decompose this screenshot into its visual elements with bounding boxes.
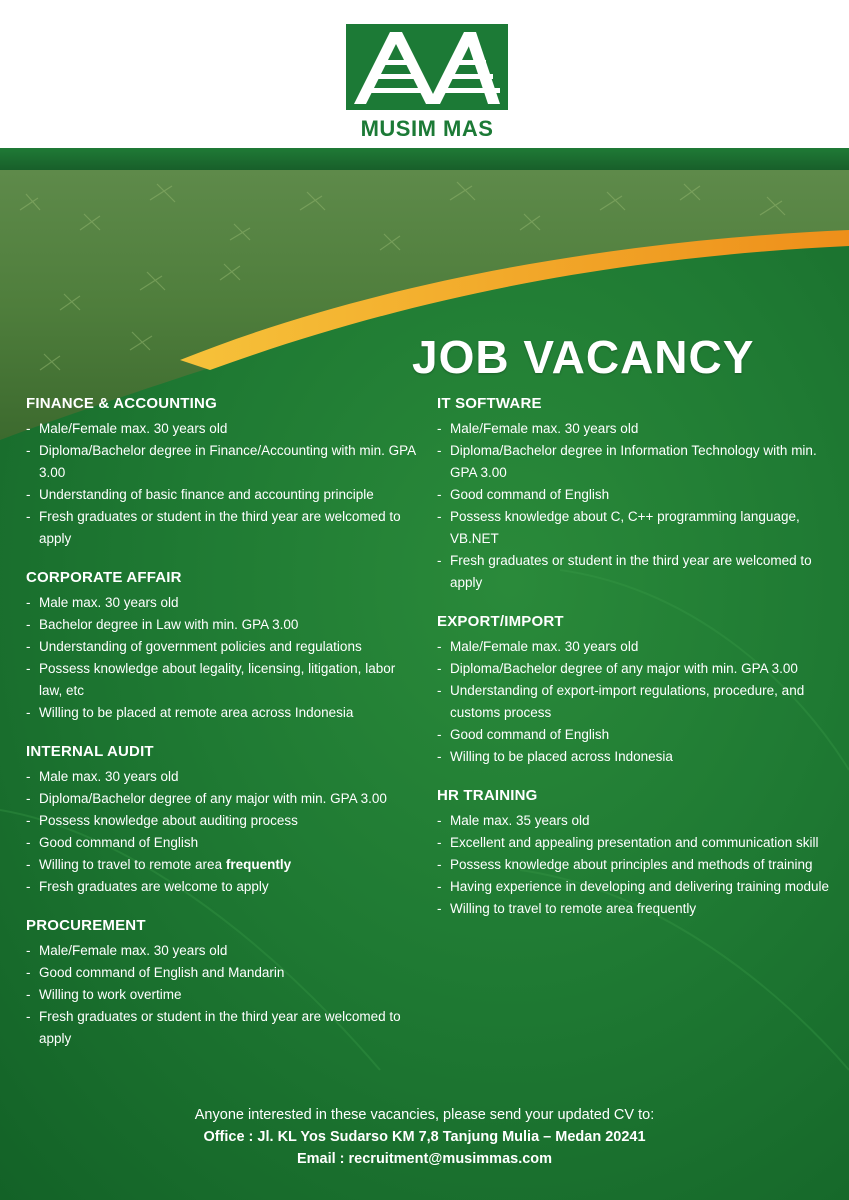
list-item: - Possess knowledge about legality, licensing, litigation, labor law, etc — [26, 658, 416, 702]
list-item: - Possess knowledge about auditing process — [26, 810, 416, 832]
list-item: - Male/Female max. 30 years old — [437, 418, 832, 440]
left-column — [26, 394, 416, 1068]
list-item: - Fresh graduates or student in the third year are welcomed to apply — [437, 550, 832, 594]
list-item: - Good command of English — [26, 832, 416, 854]
list-item: - Good command of English — [437, 484, 832, 506]
list-item: - Male max. 35 years old — [437, 810, 832, 832]
list-item: - Willing to travel to remote area frequently — [437, 898, 832, 920]
list-item: - Male/Female max. 30 years old — [26, 418, 416, 440]
section-it-software — [437, 394, 832, 594]
list-item: - Good command of English — [437, 724, 832, 746]
list-item — [26, 854, 416, 876]
list-item: - Diploma/Bachelor degree in Finance/Accounting with min. GPA 3.00 — [26, 440, 416, 484]
page-title: JOB VACANCY — [412, 331, 755, 383]
list-item: - Diploma/Bachelor degree of any major with min. GPA 3.00 — [26, 788, 416, 810]
section-export-import — [437, 612, 832, 768]
list-item: - Willing to work overtime — [26, 984, 416, 1006]
header-divider — [0, 148, 849, 170]
musim-mas-logo-icon — [346, 24, 508, 110]
list-item: - Having experience in developing and delivering training module — [437, 876, 832, 898]
list-item: - Understanding of basic finance and accounting principle — [26, 484, 416, 506]
emphasis-text: frequently — [225, 857, 292, 872]
list-item: - Male max. 30 years old — [26, 592, 416, 614]
list-item: - Understanding of export-import regulations, procedure, and customs process — [437, 680, 832, 724]
section-heading: CORPORATE AFFAIR — [26, 569, 182, 586]
section-internal-audit — [26, 742, 416, 898]
list-item: - Fresh graduates are welcome to apply — [26, 876, 416, 898]
list-item: - Possess knowledge about C, C++ programming language, VB.NET — [437, 506, 832, 550]
list-item: - Understanding of government policies and regulations — [26, 636, 416, 658]
footer-office-address: Office : Jl. KL Yos Sudarso KM 7,8 Tanjung Mulia – Medan 20241 — [203, 1129, 646, 1145]
right-column — [437, 394, 832, 938]
section-procurement — [26, 916, 416, 1050]
list-item: - Diploma/Bachelor degree of any major with min. GPA 3.00 — [437, 658, 832, 680]
section-corporate-affair — [26, 568, 416, 724]
section-heading: INTERNAL AUDIT — [26, 743, 154, 760]
footer-intro: Anyone interested in these vacancies, please send your updated CV to: — [194, 1107, 655, 1123]
header — [0, 0, 849, 150]
section-heading: IT SOFTWARE — [437, 395, 542, 412]
list-item: - Willing to be placed across Indonesia — [437, 746, 832, 768]
list-item: - Male max. 30 years old — [26, 766, 416, 788]
section-heading: FINANCE & ACCOUNTING — [26, 395, 217, 412]
list-item: - Bachelor degree in Law with min. GPA 3.00 — [26, 614, 416, 636]
list-item: - Possess knowledge about principles and methods of training — [437, 854, 832, 876]
list-item: - Good command of English and Mandarin — [26, 962, 416, 984]
section-heading: HR TRAINING — [437, 787, 538, 804]
section-finance-accounting — [26, 394, 416, 550]
section-heading: PROCUREMENT — [26, 917, 146, 934]
list-item: - Fresh graduates or student in the third year are welcomed to apply — [26, 1006, 416, 1050]
list-item: - Willing to be placed at remote area across Indonesia — [26, 702, 416, 724]
brand-name: MUSIM MAS — [360, 116, 494, 141]
section-hr-training — [437, 786, 832, 920]
list-item: - Fresh graduates or student in the third year are welcomed to apply — [26, 506, 416, 550]
list-item: - Male/Female max. 30 years old — [437, 636, 832, 658]
list-item: - Male/Female max. 30 years old — [26, 940, 416, 962]
list-item: - Diploma/Bachelor degree in Information Technology with min. GPA 3.00 — [437, 440, 832, 484]
section-heading: EXPORT/IMPORT — [437, 613, 564, 630]
footer-email[interactable]: Email : recruitment@musimmas.com — [296, 1151, 553, 1167]
list-item-text: Willing to travel to remote area — [39, 857, 226, 872]
footer-contact — [0, 1104, 849, 1170]
list-item: - Excellent and appealing presentation and communication skill — [437, 832, 832, 854]
